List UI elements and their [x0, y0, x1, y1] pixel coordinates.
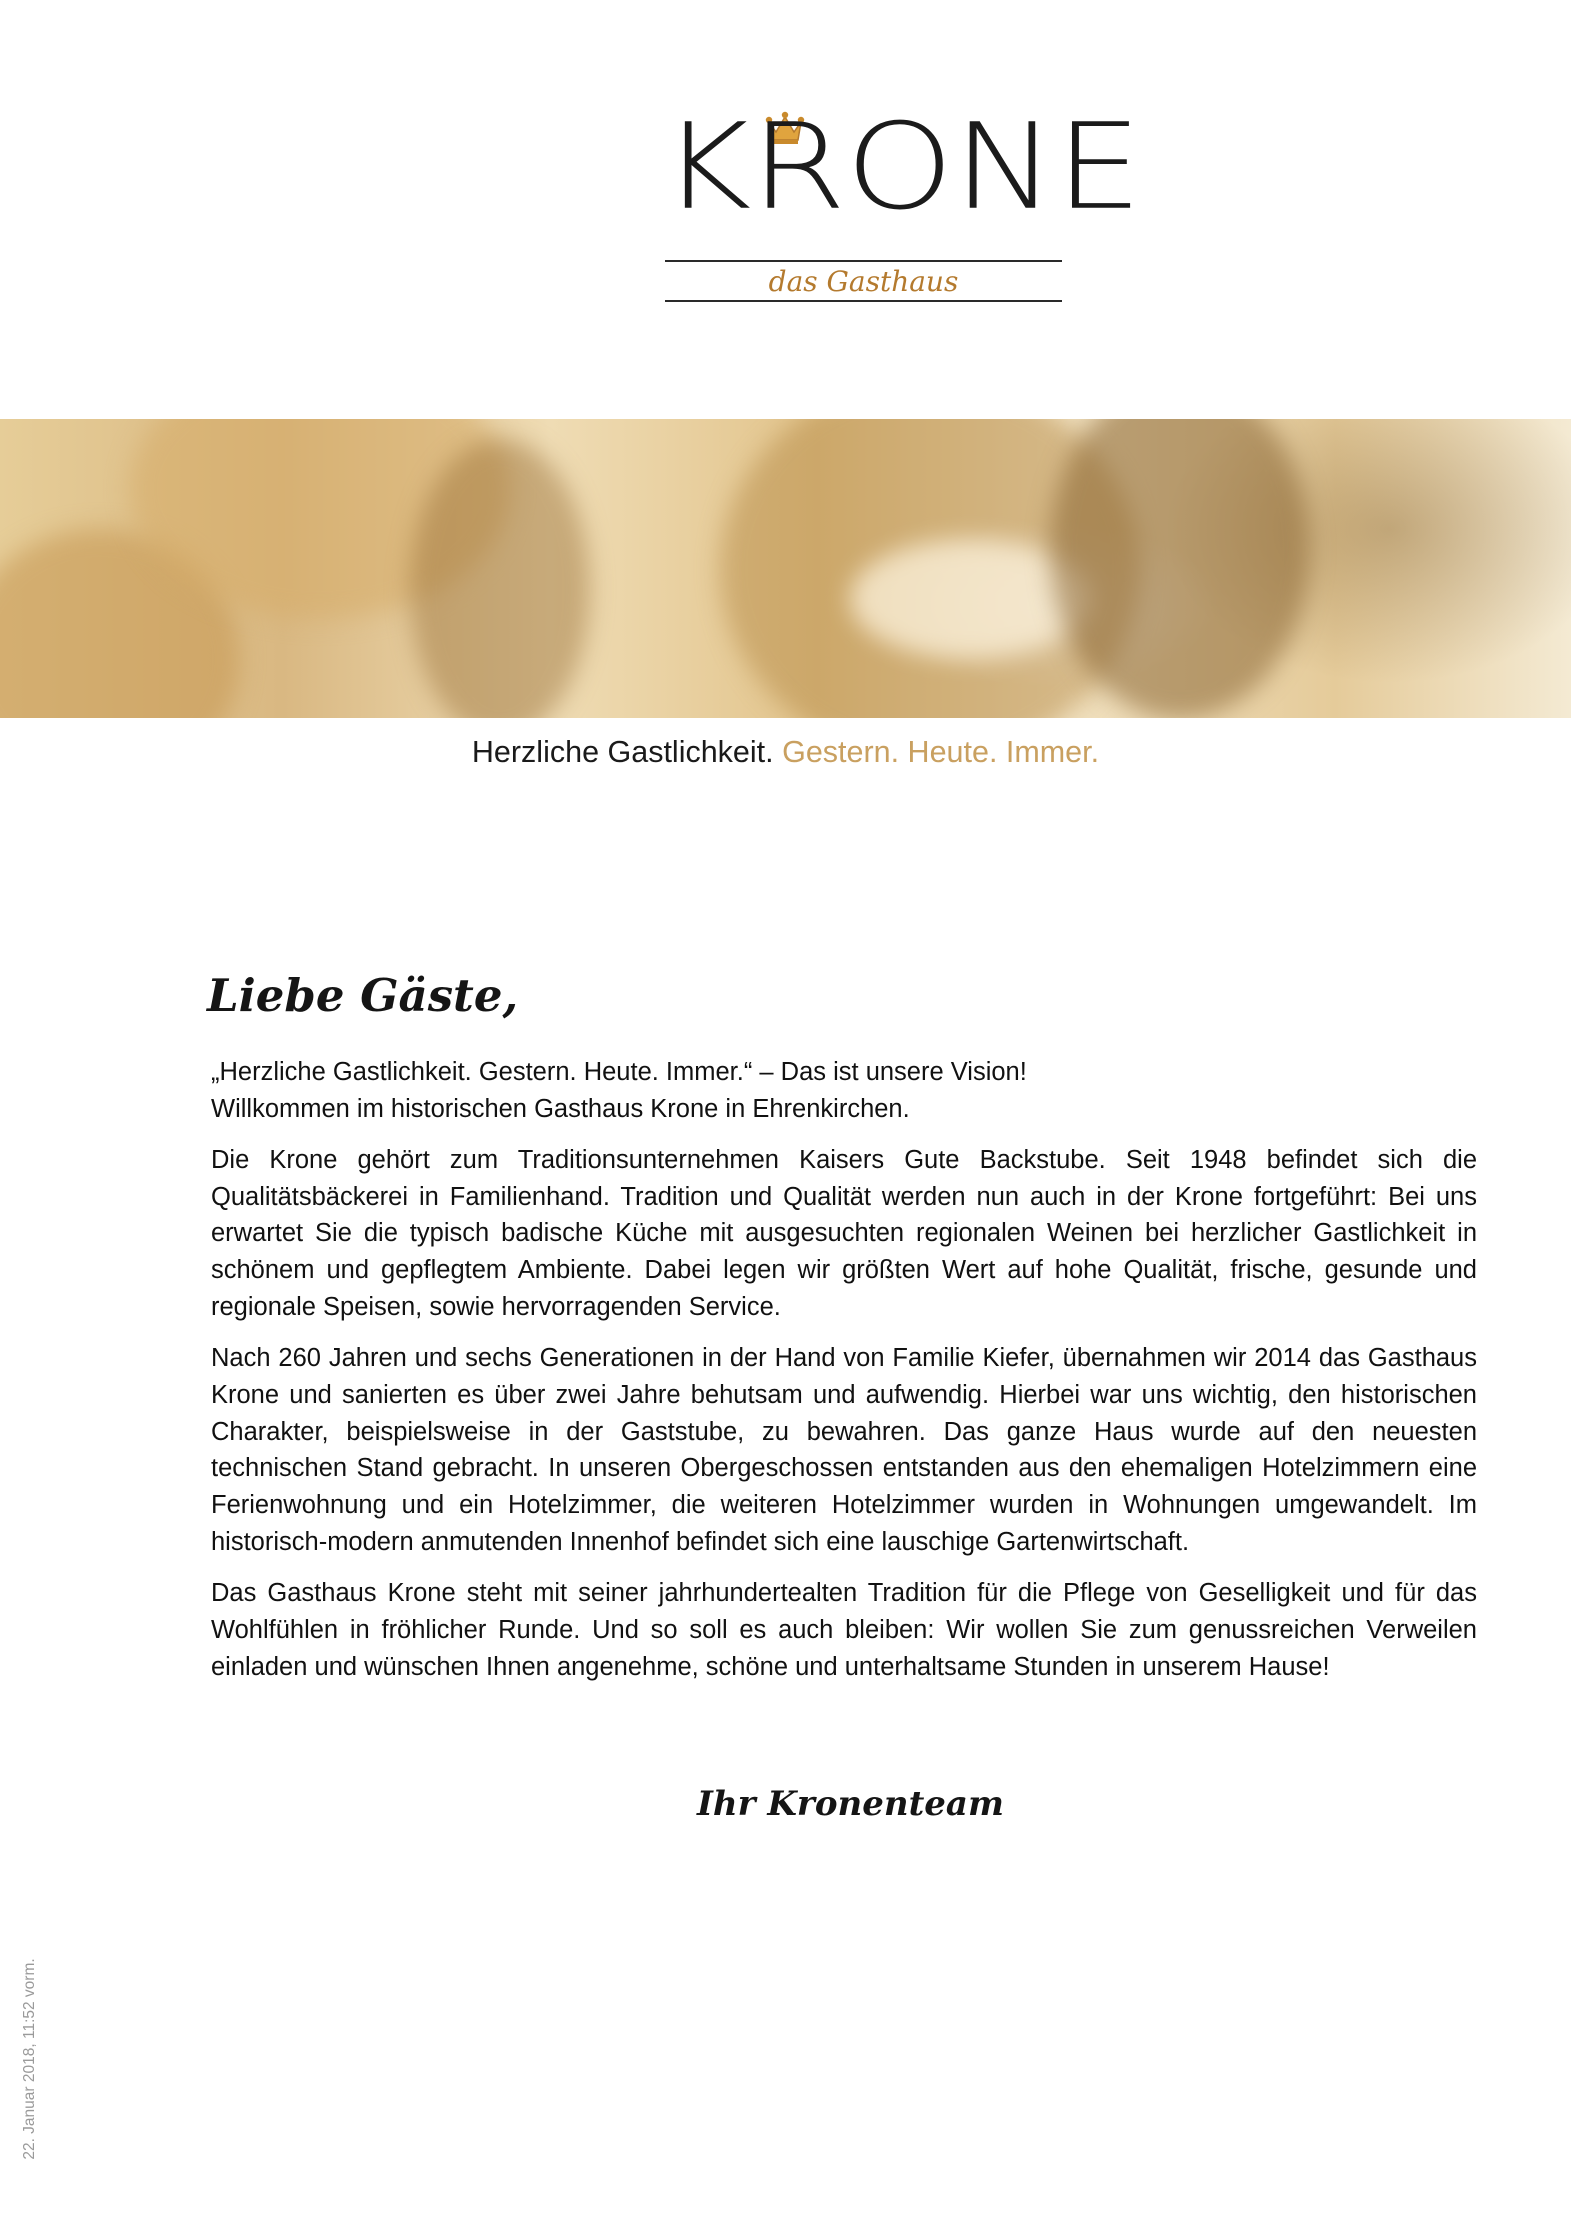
tagline: [0, 730, 1571, 774]
letter-paragraph: Die Krone gehört zum Traditionsunternehmen Kaisers Gute Backstube. Seit 1948 befindet sich die Qualitätsbäckerei in Familienhand. Tradition und Qualität werden nun auch in der Krone fortgeführt: Bei uns erwartet Sie die typisch badische Küche mit ausgesuchten regionalen Weinen bei herzlicher Gastlichkeit in schönem und gepflegtem Ambiente. Dabei legen wir größten Wert auf hohe Qualität, frische, gesunde und regionale Speisen, sowie hervorragenden Service.: [211, 1145, 1477, 1321]
logo-rule-top: [665, 260, 1062, 262]
letter-paragraph: Nach 260 Jahren und sechs Generationen in der Hand von Familie Kiefer, übernahmen wir 2014 das Gasthaus Krone und sanierten es über zwei Jahre behutsam und aufwendig. Hierbei war uns wichtig, den historischen Charakter, beispielsweise in der Gaststube, zu bewahren. Das ganze Haus wurde auf den neuesten technischen Stand gebracht. In unseren Obergeschossen entstanden aus den ehemaligen Hotelzimmern eine Ferienwohnung und ein Hotelzimmer, die weiteren Hotelzimmer wurden in Wohnungen umgewandelt. Im historisch-modern anmutenden Innenhof befindet sich eine lauschige Gartenwirtschaft.: [211, 1343, 1477, 1556]
tagline-gold: Gestern. Heute. Immer.: [782, 735, 1100, 769]
letter-signoff: Ihr Kronenteam: [697, 1784, 1004, 1824]
banner-photo: [0, 419, 1571, 718]
tagline-dark: Herzliche Gastlichkeit.: [471, 735, 774, 769]
letter-body: [211, 1054, 1477, 1700]
vision-line: „Herzliche Gastlichkeit. Gestern. Heute. Immer.“ – Das ist unsere Vision!: [211, 1058, 1027, 1086]
letter-salutation: Liebe Gäste,: [207, 969, 519, 1022]
logo-wordmark: KRONE: [661, 97, 1142, 237]
welcome-line: Willkommen im historischen Gasthaus Krone in Ehrenkirchen.: [211, 1094, 910, 1123]
banner-shape-center-dark: [410, 439, 590, 718]
logo-subtitle: das Gasthaus: [768, 265, 959, 298]
logo: [0, 0, 1571, 320]
print-timestamp: 22. Januar 2018, 11:52 vorm.: [21, 1958, 38, 2160]
logo-rule-bottom: [665, 300, 1062, 302]
letter-paragraph: Das Gasthaus Krone steht mit seiner jahrhundertealten Tradition für die Pflege von Geselligkeit und für das Wohlfühlen in fröhlicher Runde. Und so soll es auch bleiben: Wir wollen Sie zum genussreichen Verweilen einladen und wünschen Ihnen angenehme, schöne und unterhaltsame Stunden in unserem Hause!: [211, 1578, 1477, 1681]
letter-opening: [211, 1054, 1477, 1128]
